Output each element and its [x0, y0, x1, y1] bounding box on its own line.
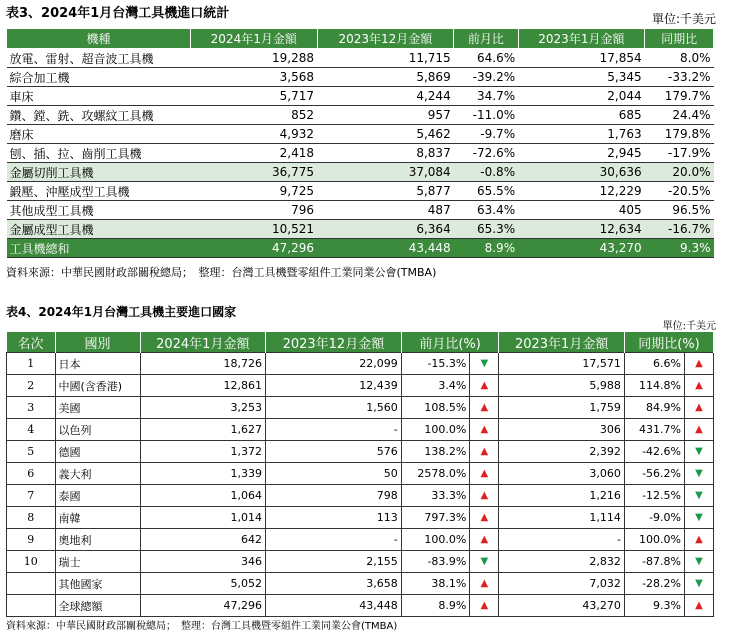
yoy-cell: -12.5% — [624, 485, 684, 507]
country-cell: 奧地利 — [55, 529, 140, 551]
amount-2023-jan-cell: 17,571 — [499, 353, 625, 375]
header-country: 國別 — [55, 332, 140, 353]
yoy-cell: -20.5% — [645, 182, 714, 201]
amount-2023-dec-cell: 11,715 — [317, 49, 454, 68]
yoy-trend-cell — [685, 507, 714, 529]
amount-2023-jan-cell: 3,060 — [499, 463, 625, 485]
mom-cell: -11.0% — [454, 106, 518, 125]
arrow-up-icon: ▲ — [480, 468, 489, 479]
amount-2023-jan-cell: 1,216 — [499, 485, 625, 507]
table4-unit: 單位:千美元 — [662, 321, 716, 332]
arrow-up-icon: ▲ — [480, 512, 489, 523]
amount-2023-jan-cell: 2,832 — [499, 551, 625, 573]
mom-trend-cell — [470, 485, 499, 507]
table-row — [7, 87, 714, 106]
amount-2023-dec-cell: 43,448 — [266, 595, 402, 617]
yoy-trend-cell — [685, 419, 714, 441]
mom-cell: 65.3% — [454, 220, 518, 239]
amount-2023-dec-cell: 4,244 — [317, 87, 454, 106]
amount-2024-jan-cell: 19,288 — [191, 49, 318, 68]
amount-2023-dec-cell: - — [266, 529, 402, 551]
header-2024-jan: 2024年1月金額 — [140, 332, 266, 353]
amount-2023-dec-cell: 3,658 — [266, 573, 402, 595]
amount-2023-jan-cell: 12,229 — [518, 182, 645, 201]
machine-name-cell: 放電、雷射、超音波工具機 — [7, 49, 191, 68]
arrow-up-icon: ▲ — [695, 358, 703, 369]
mom-trend-cell — [470, 551, 499, 573]
amount-2023-dec-cell: 2,155 — [266, 551, 402, 573]
rank-cell: 5 — [7, 441, 56, 463]
header-rank: 名次 — [7, 332, 56, 353]
amount-2023-dec-cell: 12,439 — [266, 375, 402, 397]
amount-2023-jan-cell: 2,044 — [518, 87, 645, 106]
header-machine: 機種 — [7, 29, 191, 49]
yoy-trend-cell — [685, 485, 714, 507]
table-row — [7, 182, 714, 201]
header-2023-jan: 2023年1月金額 — [499, 332, 625, 353]
rank-cell — [7, 573, 56, 595]
rank-cell: 10 — [7, 551, 56, 573]
table-row — [7, 375, 714, 397]
machine-name-cell: 刨、插、拉、齒削工具機 — [7, 144, 191, 163]
yoy-trend-cell — [685, 375, 714, 397]
country-cell: 泰國 — [55, 485, 140, 507]
amount-2024-jan-cell: 3,568 — [191, 68, 318, 87]
yoy-cell: 100.0% — [624, 529, 684, 551]
country-cell: 以色列 — [55, 419, 140, 441]
amount-2024-jan-cell: 1,627 — [140, 419, 266, 441]
mom-trend-cell — [470, 595, 499, 617]
yoy-cell: 84.9% — [624, 397, 684, 419]
amount-2024-jan-cell: 2,418 — [191, 144, 318, 163]
amount-2024-jan-cell: 1,064 — [140, 485, 266, 507]
yoy-cell: -87.8% — [624, 551, 684, 573]
yoy-cell: -42.6% — [624, 441, 684, 463]
country-cell: 中國(含香港) — [55, 375, 140, 397]
table-row — [7, 144, 714, 163]
arrow-up-icon: ▲ — [480, 380, 489, 391]
yoy-cell: 20.0% — [645, 163, 714, 182]
yoy-trend-cell — [685, 441, 714, 463]
machine-name-cell: 其他成型工具機 — [7, 201, 191, 220]
arrow-up-icon: ▲ — [480, 534, 489, 545]
country-cell: 德國 — [55, 441, 140, 463]
amount-2024-jan-cell: 36,775 — [191, 163, 318, 182]
machine-name-cell: 車床 — [7, 87, 191, 106]
amount-2023-dec-cell: - — [266, 419, 402, 441]
table-row — [7, 463, 714, 485]
amount-2023-dec-cell: 113 — [266, 507, 402, 529]
table-row — [7, 201, 714, 220]
yoy-cell: -28.2% — [624, 573, 684, 595]
mom-cell: -9.7% — [454, 125, 518, 144]
arrow-down-icon: ▼ — [695, 578, 703, 589]
mom-cell: 8.9% — [401, 595, 470, 617]
arrow-down-icon: ▼ — [695, 468, 703, 479]
yoy-cell: -33.2% — [645, 68, 714, 87]
mom-cell: 38.1% — [401, 573, 470, 595]
rank-cell: 2 — [7, 375, 56, 397]
yoy-cell: 8.0% — [645, 49, 714, 68]
mom-trend-cell — [470, 419, 499, 441]
table-row — [7, 595, 714, 617]
arrow-up-icon: ▲ — [695, 402, 703, 413]
table-row — [7, 49, 714, 68]
mom-trend-cell — [470, 573, 499, 595]
mom-cell: 100.0% — [401, 529, 470, 551]
arrow-down-icon: ▼ — [695, 556, 703, 567]
mom-cell: 33.3% — [401, 485, 470, 507]
amount-2024-jan-cell: 852 — [191, 106, 318, 125]
table-row — [7, 419, 714, 441]
mom-cell: 65.5% — [454, 182, 518, 201]
header-yoy: 同期比 — [645, 29, 714, 49]
arrow-up-icon: ▲ — [480, 402, 489, 413]
amount-2023-dec-cell: 5,877 — [317, 182, 454, 201]
amount-2023-dec-cell: 37,084 — [317, 163, 454, 182]
amount-2023-jan-cell: 2,945 — [518, 144, 645, 163]
amount-2023-jan-cell: 685 — [518, 106, 645, 125]
amount-2023-jan-cell: 30,636 — [518, 163, 645, 182]
arrow-up-icon: ▲ — [695, 424, 703, 435]
country-cell: 全球總額 — [55, 595, 140, 617]
amount-2024-jan-cell: 10,521 — [191, 220, 318, 239]
yoy-cell: -17.9% — [645, 144, 714, 163]
amount-2024-jan-cell: 3,253 — [140, 397, 266, 419]
amount-2024-jan-cell: 18,726 — [140, 353, 266, 375]
amount-2024-jan-cell: 47,296 — [191, 239, 318, 258]
country-cell: 義大利 — [55, 463, 140, 485]
yoy-cell: -16.7% — [645, 220, 714, 239]
header-2023-jan: 2023年1月金額 — [518, 29, 645, 49]
amount-2023-jan-cell: 43,270 — [499, 595, 625, 617]
machine-name-cell: 鑽、鏜、銑、攻螺紋工具機 — [7, 106, 191, 125]
amount-2023-dec-cell: 487 — [317, 201, 454, 220]
table-row — [7, 529, 714, 551]
yoy-cell: 179.7% — [645, 87, 714, 106]
amount-2023-dec-cell: 8,837 — [317, 144, 454, 163]
mom-trend-cell — [470, 397, 499, 419]
table-row — [7, 573, 714, 595]
amount-2023-jan-cell: 17,854 — [518, 49, 645, 68]
rank-cell: 4 — [7, 419, 56, 441]
table-row — [7, 485, 714, 507]
rank-cell: 6 — [7, 463, 56, 485]
header-mom: 前月比(%) — [401, 332, 499, 353]
arrow-up-icon: ▲ — [695, 600, 703, 611]
country-cell: 其他國家 — [55, 573, 140, 595]
amount-2024-jan-cell: 9,725 — [191, 182, 318, 201]
amount-2023-dec-cell: 5,869 — [317, 68, 454, 87]
mom-cell: 2578.0% — [401, 463, 470, 485]
table-row — [7, 551, 714, 573]
mom-cell: 138.2% — [401, 441, 470, 463]
amount-2023-jan-cell: 5,345 — [518, 68, 645, 87]
country-cell: 瑞士 — [55, 551, 140, 573]
arrow-up-icon: ▲ — [480, 578, 489, 589]
table-row — [7, 239, 714, 258]
import-by-country-table — [6, 332, 714, 617]
table3-source: 資料來源：中華民國財政部關稅總局； 整理：台灣工具機暨零組件工業同業公會(TMBA) — [6, 266, 437, 279]
machine-name-cell: 綜合加工機 — [7, 68, 191, 87]
arrow-up-icon: ▲ — [695, 534, 703, 545]
amount-2023-jan-cell: 5,988 — [499, 375, 625, 397]
amount-2023-jan-cell: 1,114 — [499, 507, 625, 529]
mom-cell: 797.3% — [401, 507, 470, 529]
amount-2023-jan-cell: 1,763 — [518, 125, 645, 144]
header-yoy: 同期比(%) — [624, 332, 713, 353]
yoy-trend-cell — [685, 463, 714, 485]
yoy-cell: 96.5% — [645, 201, 714, 220]
rank-cell: 8 — [7, 507, 56, 529]
yoy-cell: 431.7% — [624, 419, 684, 441]
arrow-down-icon: ▼ — [695, 446, 703, 457]
machine-name-cell: 磨床 — [7, 125, 191, 144]
amount-2024-jan-cell: 1,372 — [140, 441, 266, 463]
table-row — [7, 68, 714, 87]
arrow-up-icon: ▲ — [480, 424, 489, 435]
mom-cell: -15.3% — [401, 353, 470, 375]
amount-2023-dec-cell: 22,099 — [266, 353, 402, 375]
mom-cell: -83.9% — [401, 551, 470, 573]
yoy-cell: -56.2% — [624, 463, 684, 485]
amount-2023-jan-cell: 2,392 — [499, 441, 625, 463]
mom-cell: -39.2% — [454, 68, 518, 87]
mom-cell: 34.7% — [454, 87, 518, 106]
yoy-trend-cell — [685, 529, 714, 551]
mom-trend-cell — [470, 463, 499, 485]
header-2024-jan: 2024年1月金額 — [191, 29, 318, 49]
mom-cell: 8.9% — [454, 239, 518, 258]
amount-2024-jan-cell: 796 — [191, 201, 318, 220]
machine-name-cell: 工具機總和 — [7, 239, 191, 258]
mom-cell: 100.0% — [401, 419, 470, 441]
table-row — [7, 220, 714, 239]
amount-2024-jan-cell: 5,717 — [191, 87, 318, 106]
header-2023-dec: 2023年12月金額 — [317, 29, 454, 49]
amount-2023-jan-cell: 12,634 — [518, 220, 645, 239]
amount-2024-jan-cell: 47,296 — [140, 595, 266, 617]
table-header-row — [7, 332, 714, 353]
yoy-cell: -9.0% — [624, 507, 684, 529]
table-row — [7, 163, 714, 182]
amount-2024-jan-cell: 346 — [140, 551, 266, 573]
amount-2023-jan-cell: - — [499, 529, 625, 551]
yoy-trend-cell — [685, 397, 714, 419]
table3-title: 表3、2024年1月台灣工具機進口統計 — [6, 6, 230, 21]
mom-trend-cell — [470, 375, 499, 397]
arrow-up-icon: ▲ — [695, 380, 703, 391]
arrow-up-icon: ▲ — [480, 600, 489, 611]
header-2023-dec: 2023年12月金額 — [266, 332, 402, 353]
yoy-trend-cell — [685, 353, 714, 375]
yoy-cell: 24.4% — [645, 106, 714, 125]
yoy-cell: 6.6% — [624, 353, 684, 375]
amount-2023-jan-cell: 405 — [518, 201, 645, 220]
arrow-up-icon: ▲ — [480, 446, 489, 457]
mom-cell: 108.5% — [401, 397, 470, 419]
mom-trend-cell — [470, 507, 499, 529]
amount-2023-dec-cell: 576 — [266, 441, 402, 463]
amount-2023-dec-cell: 43,448 — [317, 239, 454, 258]
yoy-cell: 179.8% — [645, 125, 714, 144]
header-mom: 前月比 — [454, 29, 518, 49]
amount-2024-jan-cell: 642 — [140, 529, 266, 551]
amount-2023-dec-cell: 50 — [266, 463, 402, 485]
machine-name-cell: 鍛壓、沖壓成型工具機 — [7, 182, 191, 201]
rank-cell: 7 — [7, 485, 56, 507]
arrow-down-icon: ▼ — [695, 490, 703, 501]
arrow-down-icon: ▼ — [695, 512, 703, 523]
amount-2023-dec-cell: 6,364 — [317, 220, 454, 239]
machine-name-cell: 金屬成型工具機 — [7, 220, 191, 239]
yoy-trend-cell — [685, 551, 714, 573]
amount-2024-jan-cell: 5,052 — [140, 573, 266, 595]
amount-2023-jan-cell: 43,270 — [518, 239, 645, 258]
table-row — [7, 106, 714, 125]
yoy-cell: 9.3% — [624, 595, 684, 617]
import-by-machine-table — [6, 28, 714, 258]
amount-2023-jan-cell: 7,032 — [499, 573, 625, 595]
rank-cell: 3 — [7, 397, 56, 419]
mom-cell: 63.4% — [454, 201, 518, 220]
mom-cell: -0.8% — [454, 163, 518, 182]
arrow-up-icon: ▲ — [480, 490, 489, 501]
table-row — [7, 507, 714, 529]
mom-cell: 3.4% — [401, 375, 470, 397]
rank-cell: 9 — [7, 529, 56, 551]
table4-source: 資料來源：中華民國財政部關稅總局； 整理：台灣工具機暨零組件工業同業公會(TMBA) — [6, 621, 398, 632]
mom-cell: 64.6% — [454, 49, 518, 68]
amount-2023-dec-cell: 1,560 — [266, 397, 402, 419]
yoy-trend-cell — [685, 573, 714, 595]
table-row — [7, 125, 714, 144]
arrow-down-icon: ▼ — [480, 556, 489, 567]
amount-2023-dec-cell: 798 — [266, 485, 402, 507]
country-cell: 日本 — [55, 353, 140, 375]
yoy-cell: 9.3% — [645, 239, 714, 258]
table-row — [7, 441, 714, 463]
table3-unit: 單位:千美元 — [651, 12, 716, 26]
mom-cell: -72.6% — [454, 144, 518, 163]
country-cell: 南韓 — [55, 507, 140, 529]
amount-2023-jan-cell: 1,759 — [499, 397, 625, 419]
machine-name-cell: 金屬切削工具機 — [7, 163, 191, 182]
table4-title: 表4、2024年1月台灣工具機主要進口國家 — [6, 305, 237, 319]
rank-cell: 1 — [7, 353, 56, 375]
table-header-row — [7, 29, 714, 49]
yoy-cell: 114.8% — [624, 375, 684, 397]
yoy-trend-cell — [685, 595, 714, 617]
rank-cell — [7, 595, 56, 617]
amount-2023-dec-cell: 957 — [317, 106, 454, 125]
table-row — [7, 353, 714, 375]
arrow-down-icon: ▼ — [480, 358, 489, 369]
amount-2023-dec-cell: 5,462 — [317, 125, 454, 144]
mom-trend-cell — [470, 441, 499, 463]
mom-trend-cell — [470, 353, 499, 375]
mom-trend-cell — [470, 529, 499, 551]
amount-2024-jan-cell: 4,932 — [191, 125, 318, 144]
table-row — [7, 397, 714, 419]
amount-2023-jan-cell: 306 — [499, 419, 625, 441]
country-cell: 美國 — [55, 397, 140, 419]
amount-2024-jan-cell: 1,339 — [140, 463, 266, 485]
amount-2024-jan-cell: 1,014 — [140, 507, 266, 529]
amount-2024-jan-cell: 12,861 — [140, 375, 266, 397]
